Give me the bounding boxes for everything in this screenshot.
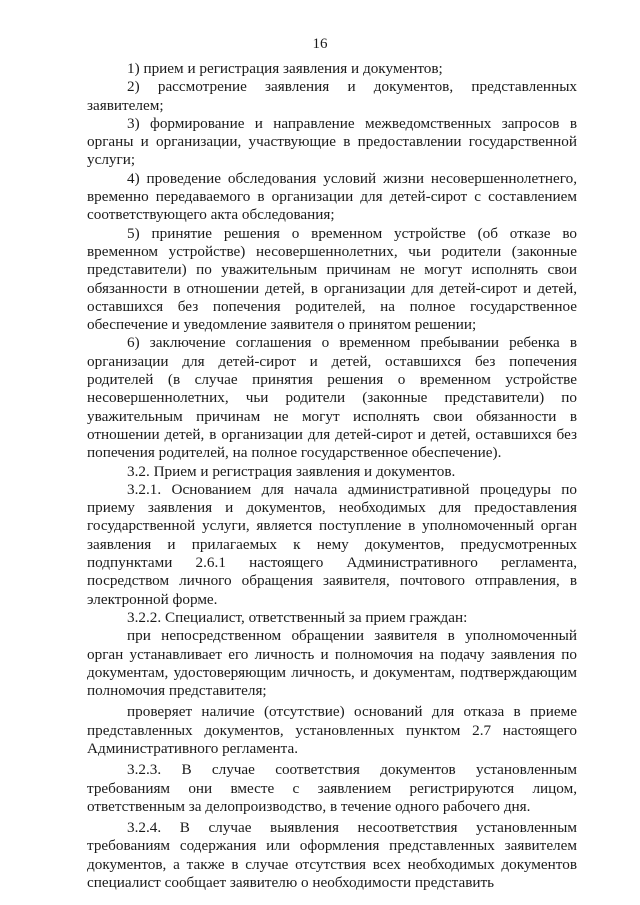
clause-3-2-4: 3.2.4. В случае выявления несоответствия установленным требованиям содержания или оформления представленных заявителем документов, а также в случае отсутствия всех необходимых документов специалист сообщает заявителю о необходимости представить	[87, 819, 577, 892]
document-body	[87, 60, 577, 892]
clause-3-2-3: 3.2.3. В случае соответствия документов установленным требованиям они вместе с заявлением регистрируются лицом, ответственным за делопроизводство, в течение одного рабочего дня.	[87, 761, 577, 815]
list-item-4-inspection: 4) проведение обследования условий жизни несовершеннолетнего, временно передаваемого в организации для детей-сирот с составлением соответствующего акта обследования;	[87, 169, 577, 224]
clause-3-2-2-identity: при непосредственном обращении заявителя в уполномоченный орган устанавливает его личность и полномочия на подачу заявления по документам, удостоверяющим личность, и документам, подтверждающим полномочия представителя;	[87, 627, 577, 700]
list-item-2-review: 2) рассмотрение заявления и документов, представленных заявителем;	[87, 78, 577, 114]
clause-3-2-2: 3.2.2. Специалист, ответственный за прием граждан:	[127, 608, 468, 626]
clause-3-2-1: 3.2.1. Основанием для начала административной процедуры по приему заявления и документов, необходимых для предоставления государственной услуги, является поступление в уполномоченный орган заявления и прилагаемых к нему документов, предусмотренных подпунктами 2.6.1 настоящего Административного регламента, посредством личного обращения заявителя, почтового отправления, в электронной форме.	[87, 480, 577, 608]
list-item-3-requests: 3) формирование и направление межведомственных запросов в органы и организации, участвующие в предоставлении государственной услуги;	[87, 114, 577, 169]
page-number: 16	[312, 36, 328, 52]
list-item-1-intake: 1) прием и регистрация заявления и документов;	[127, 60, 443, 77]
list-item-6-agreement: 6) заключение соглашения о временном пребывании ребенка в организации для детей-сирот и детей, оставшихся без попечения родителей (в случае принятия решения о временном устройстве несовершеннолетних, чьи родители (законные представители) по уважительным причинам не могут исполнять свои обязанности в отношении детей, в организации для детей-сирот и детей, оставшихся без попечения родителей, на полное государственное обеспечение).	[87, 334, 577, 462]
section-heading-3-2: 3.2. Прием и регистрация заявления и документов.	[127, 462, 456, 480]
clause-3-2-2-check: проверяет наличие (отсутствие) оснований для отказа в приеме представленных документов, установленных пунктом 2.7 настоящего Административного регламента.	[87, 703, 577, 757]
list-item-5-decision: 5) принятие решения о временном устройстве (об отказе во временном устройстве) несовершеннолетних, чьи родители (законные представители) по уважительным причинам не могут исполнять свои обязанности в отношении детей, в организации для детей-сирот и детей, оставшихся без попечения родителей, на полное государственное обеспечение и уведомление заявителя о принятом решении;	[87, 224, 577, 334]
